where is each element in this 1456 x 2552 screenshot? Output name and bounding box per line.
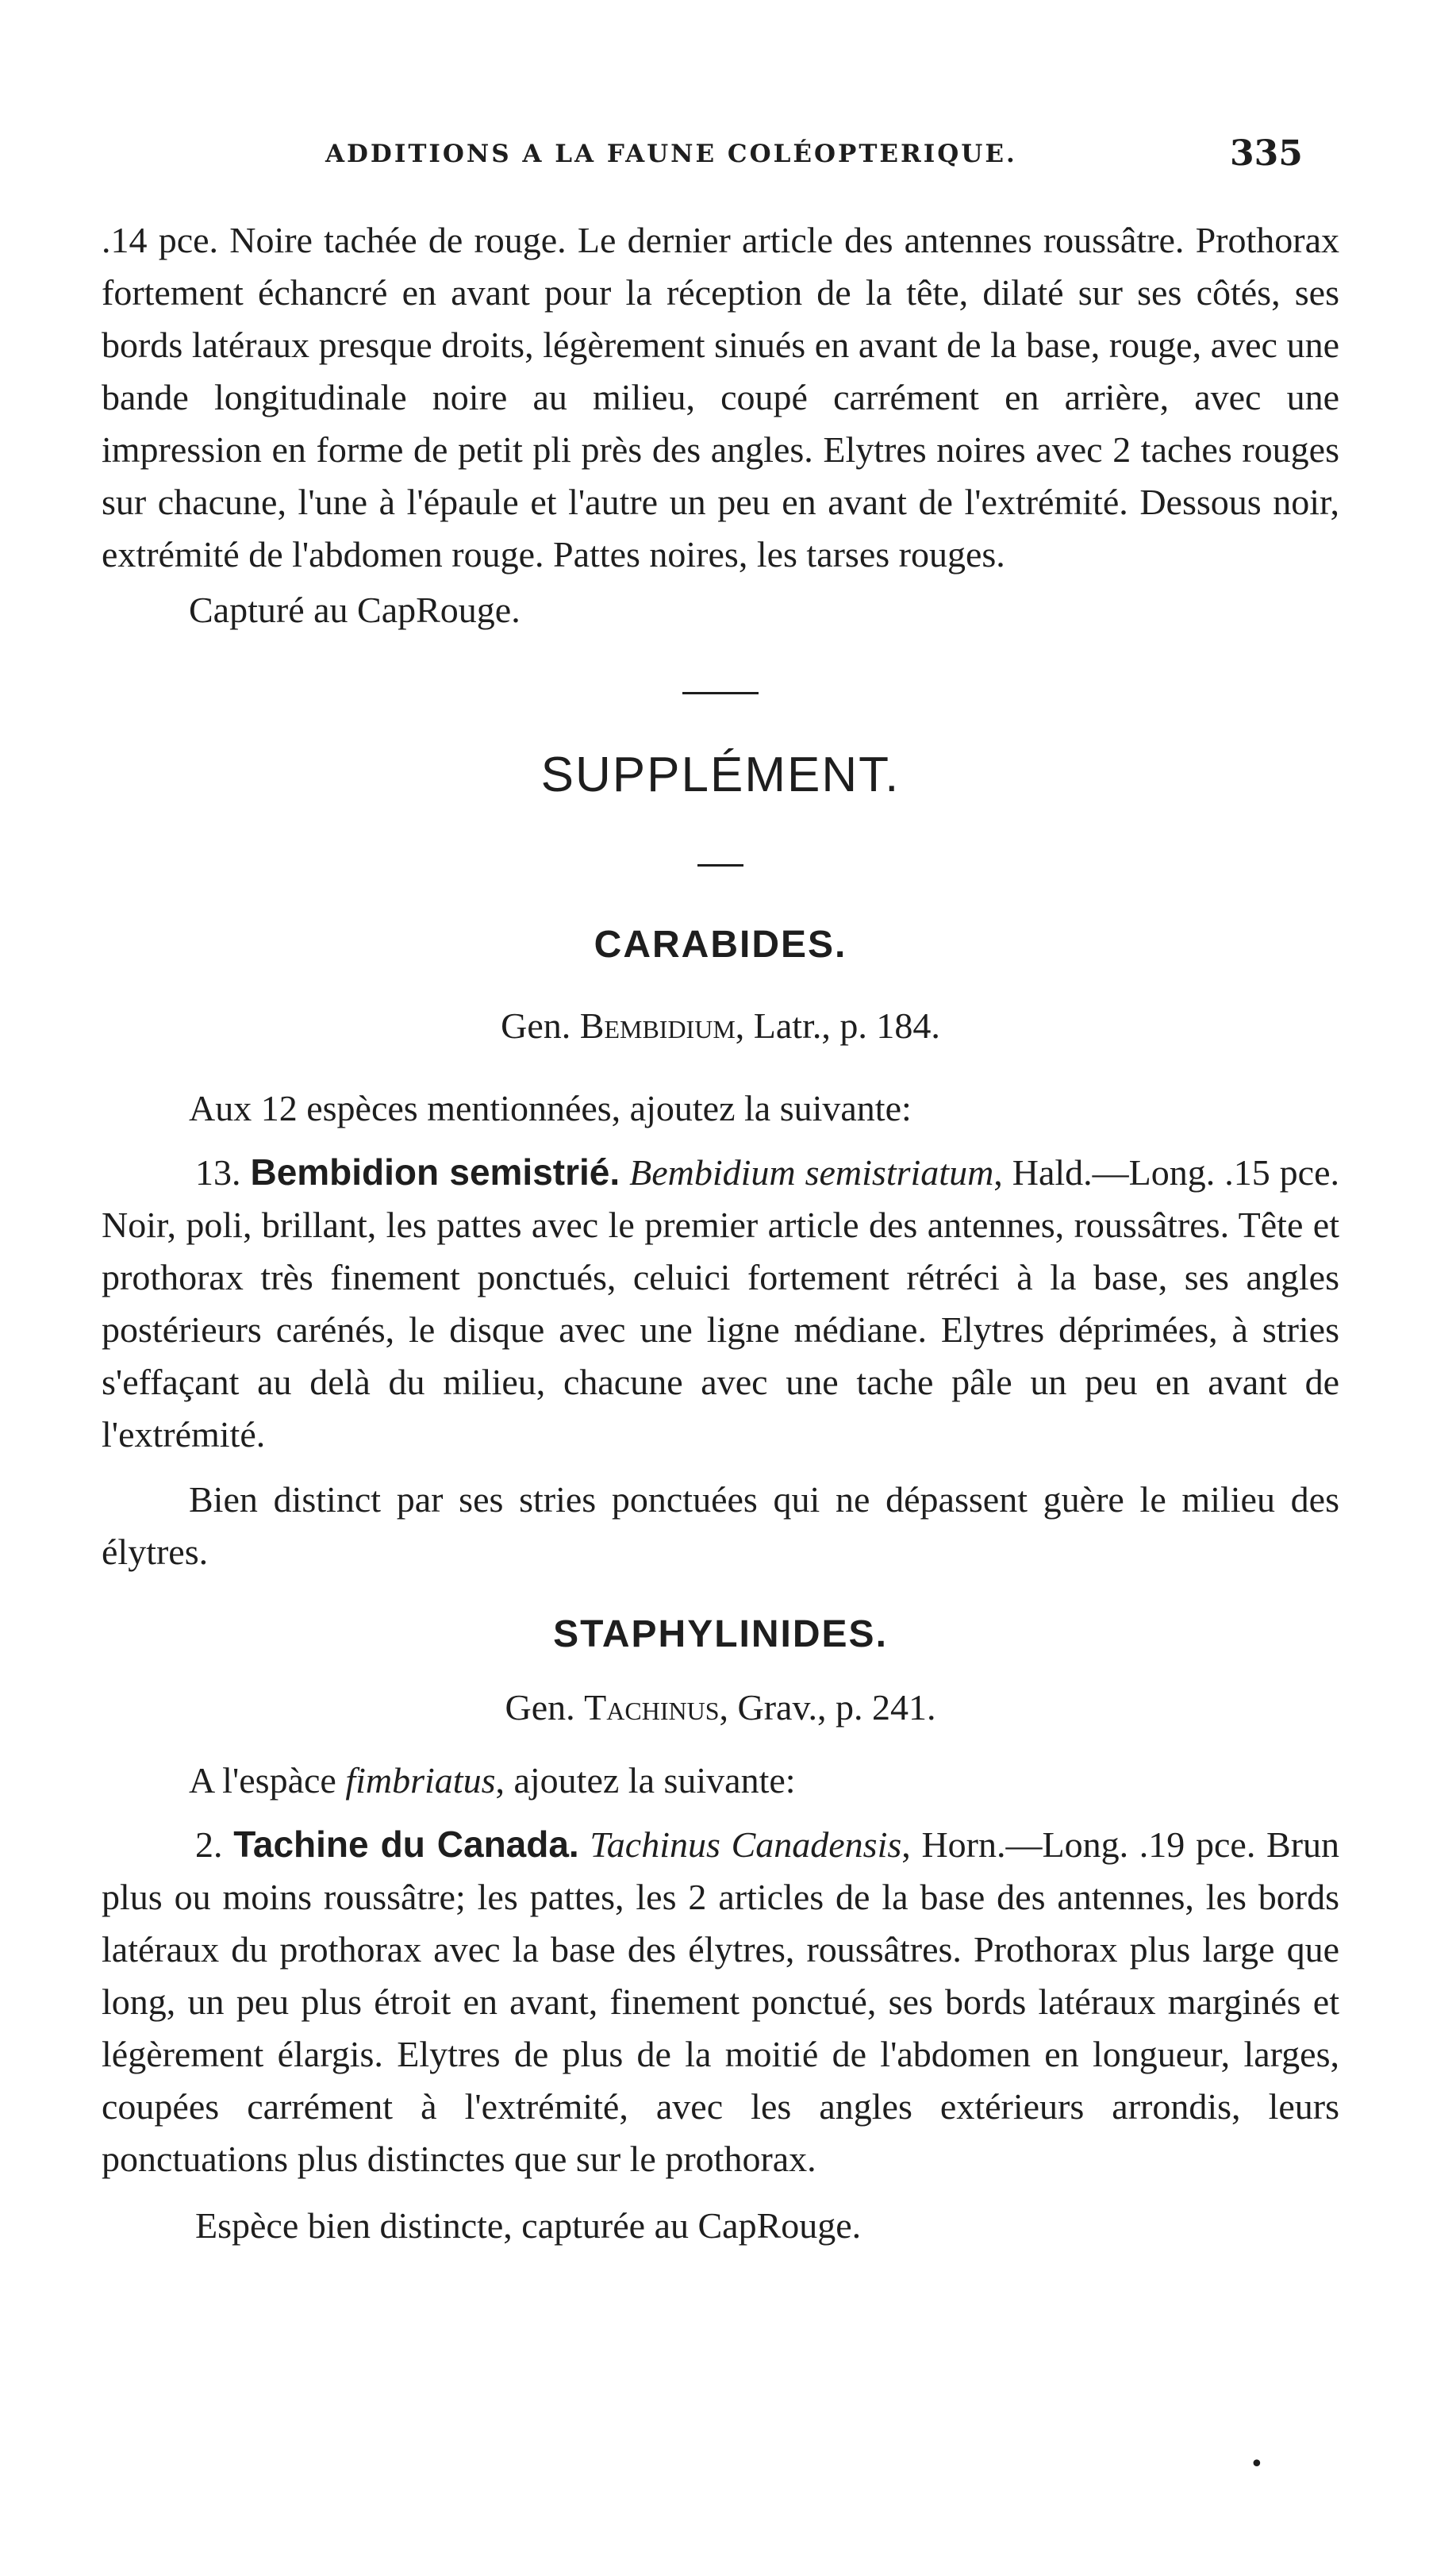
print-speck: • bbox=[1250, 2450, 1264, 2478]
species-name: Tachine du Canada. bbox=[233, 1824, 579, 1865]
intro-suffix: , ajoutez la suivante: bbox=[495, 1760, 796, 1801]
genus-name: Bembidium bbox=[579, 1005, 736, 1046]
page-number: 335 bbox=[1230, 133, 1303, 174]
intro-latin: fimbriatus bbox=[345, 1760, 496, 1801]
species-remark: Espèce bien distincte, capturée au CapRouge. bbox=[195, 2205, 862, 2246]
species-entry-tachinus bbox=[102, 1818, 1339, 2185]
species-name: Bembidion semistrié. bbox=[250, 1151, 620, 1193]
running-head: ADDITIONS A LA FAUNE COLÉOPTERIQUE. bbox=[325, 140, 1017, 168]
continuation-paragraph: .14 pce. Noire tachée de rouge. Le dernier article des antennes roussâtre. Prothorax fortement échancré en avant pour la réception de la tête, dilaté sur ses côtés, ses bords latéraux presque droits, légèrement sinués en avant de la base, rouge, avec une bande longitudinale noire au milieu, coupé carrément en arrière, avec une impression en forme de petit pli près des angles. Elytres noires avec 2 taches rouges sur chacune, l'une à l'épaule et l'autre un peu en avant de l'extrémité. Dessous noir, extrémité de l'abdomen rouge. Pattes noires, les tarses rouges. bbox=[102, 220, 1339, 575]
species-intro: Aux 12 espèces mentionnées, ajoutez la suivante: bbox=[189, 1088, 912, 1128]
family-heading-carabides: CARABIDES. bbox=[594, 924, 847, 966]
page-header bbox=[325, 133, 1357, 181]
section-divider bbox=[682, 692, 759, 694]
species-description: , Horn.—Long. .19 pce. Brun plus ou moins roussâtre; les pattes, les 2 articles de la base des antennes, les bords latéraux du prothorax avec la base des élytres, roussâtres. Prothorax plus large que long, un peu plus étroit en avant, finement ponctué, ses bords latéraux marginés et légèrement élargis. Elytres de plus de la moitié de l'abdomen en longueur, larges, coupées carrément à l'extrémité, avec les angles extérieurs arrondis, leurs ponctuations plus distinctes que sur le prothorax. bbox=[102, 1824, 1340, 2179]
species-remark: Bien distinct par ses stries ponctuées qui ne dépassent guère le milieu des élytres. bbox=[102, 1479, 1339, 1572]
genus-line-tachinus bbox=[102, 1681, 1339, 1734]
title-divider bbox=[697, 864, 743, 867]
species-latin-name: Bembidium semistriatum bbox=[629, 1152, 994, 1193]
genus-name: Tachinus bbox=[584, 1687, 720, 1728]
capture-note: Capturé au CapRouge. bbox=[189, 590, 521, 630]
intro-prefix: A l'espàce bbox=[189, 1760, 336, 1801]
genus-suffix: , Grav., p. 241. bbox=[719, 1687, 936, 1728]
family-heading-staphylinides: STAPHYLINIDES. bbox=[553, 1613, 888, 1655]
species-number: 13. bbox=[195, 1152, 241, 1193]
genus-suffix: , Latr., p. 184. bbox=[735, 1005, 940, 1046]
species-intro bbox=[102, 1754, 1339, 1807]
species-entry-bembidion bbox=[102, 1146, 1339, 1461]
species-number: 2. bbox=[195, 1824, 223, 1865]
supplement-title: SUPPLÉMENT. bbox=[540, 748, 901, 802]
species-latin-name: Tachinus Canadensis bbox=[590, 1824, 902, 1865]
species-description: , Hald.—Long. .15 pce. Noir, poli, brillant, les pattes avec le premier article des antennes, roussâtres. Tête et prothorax très finement ponctués, celuici fortement rétréci à la base, ses angles postérieurs carénés, le disque avec une ligne médiane. Elytres déprimées, à stries s'effaçant au delà du milieu, chacune avec une tache pâle un peu en avant de l'extrémité. bbox=[102, 1152, 1340, 1455]
genus-prefix: Gen. bbox=[505, 1687, 575, 1728]
genus-prefix: Gen. bbox=[501, 1005, 571, 1046]
page-body bbox=[102, 214, 1339, 2252]
genus-line-bembidium bbox=[102, 1000, 1339, 1052]
